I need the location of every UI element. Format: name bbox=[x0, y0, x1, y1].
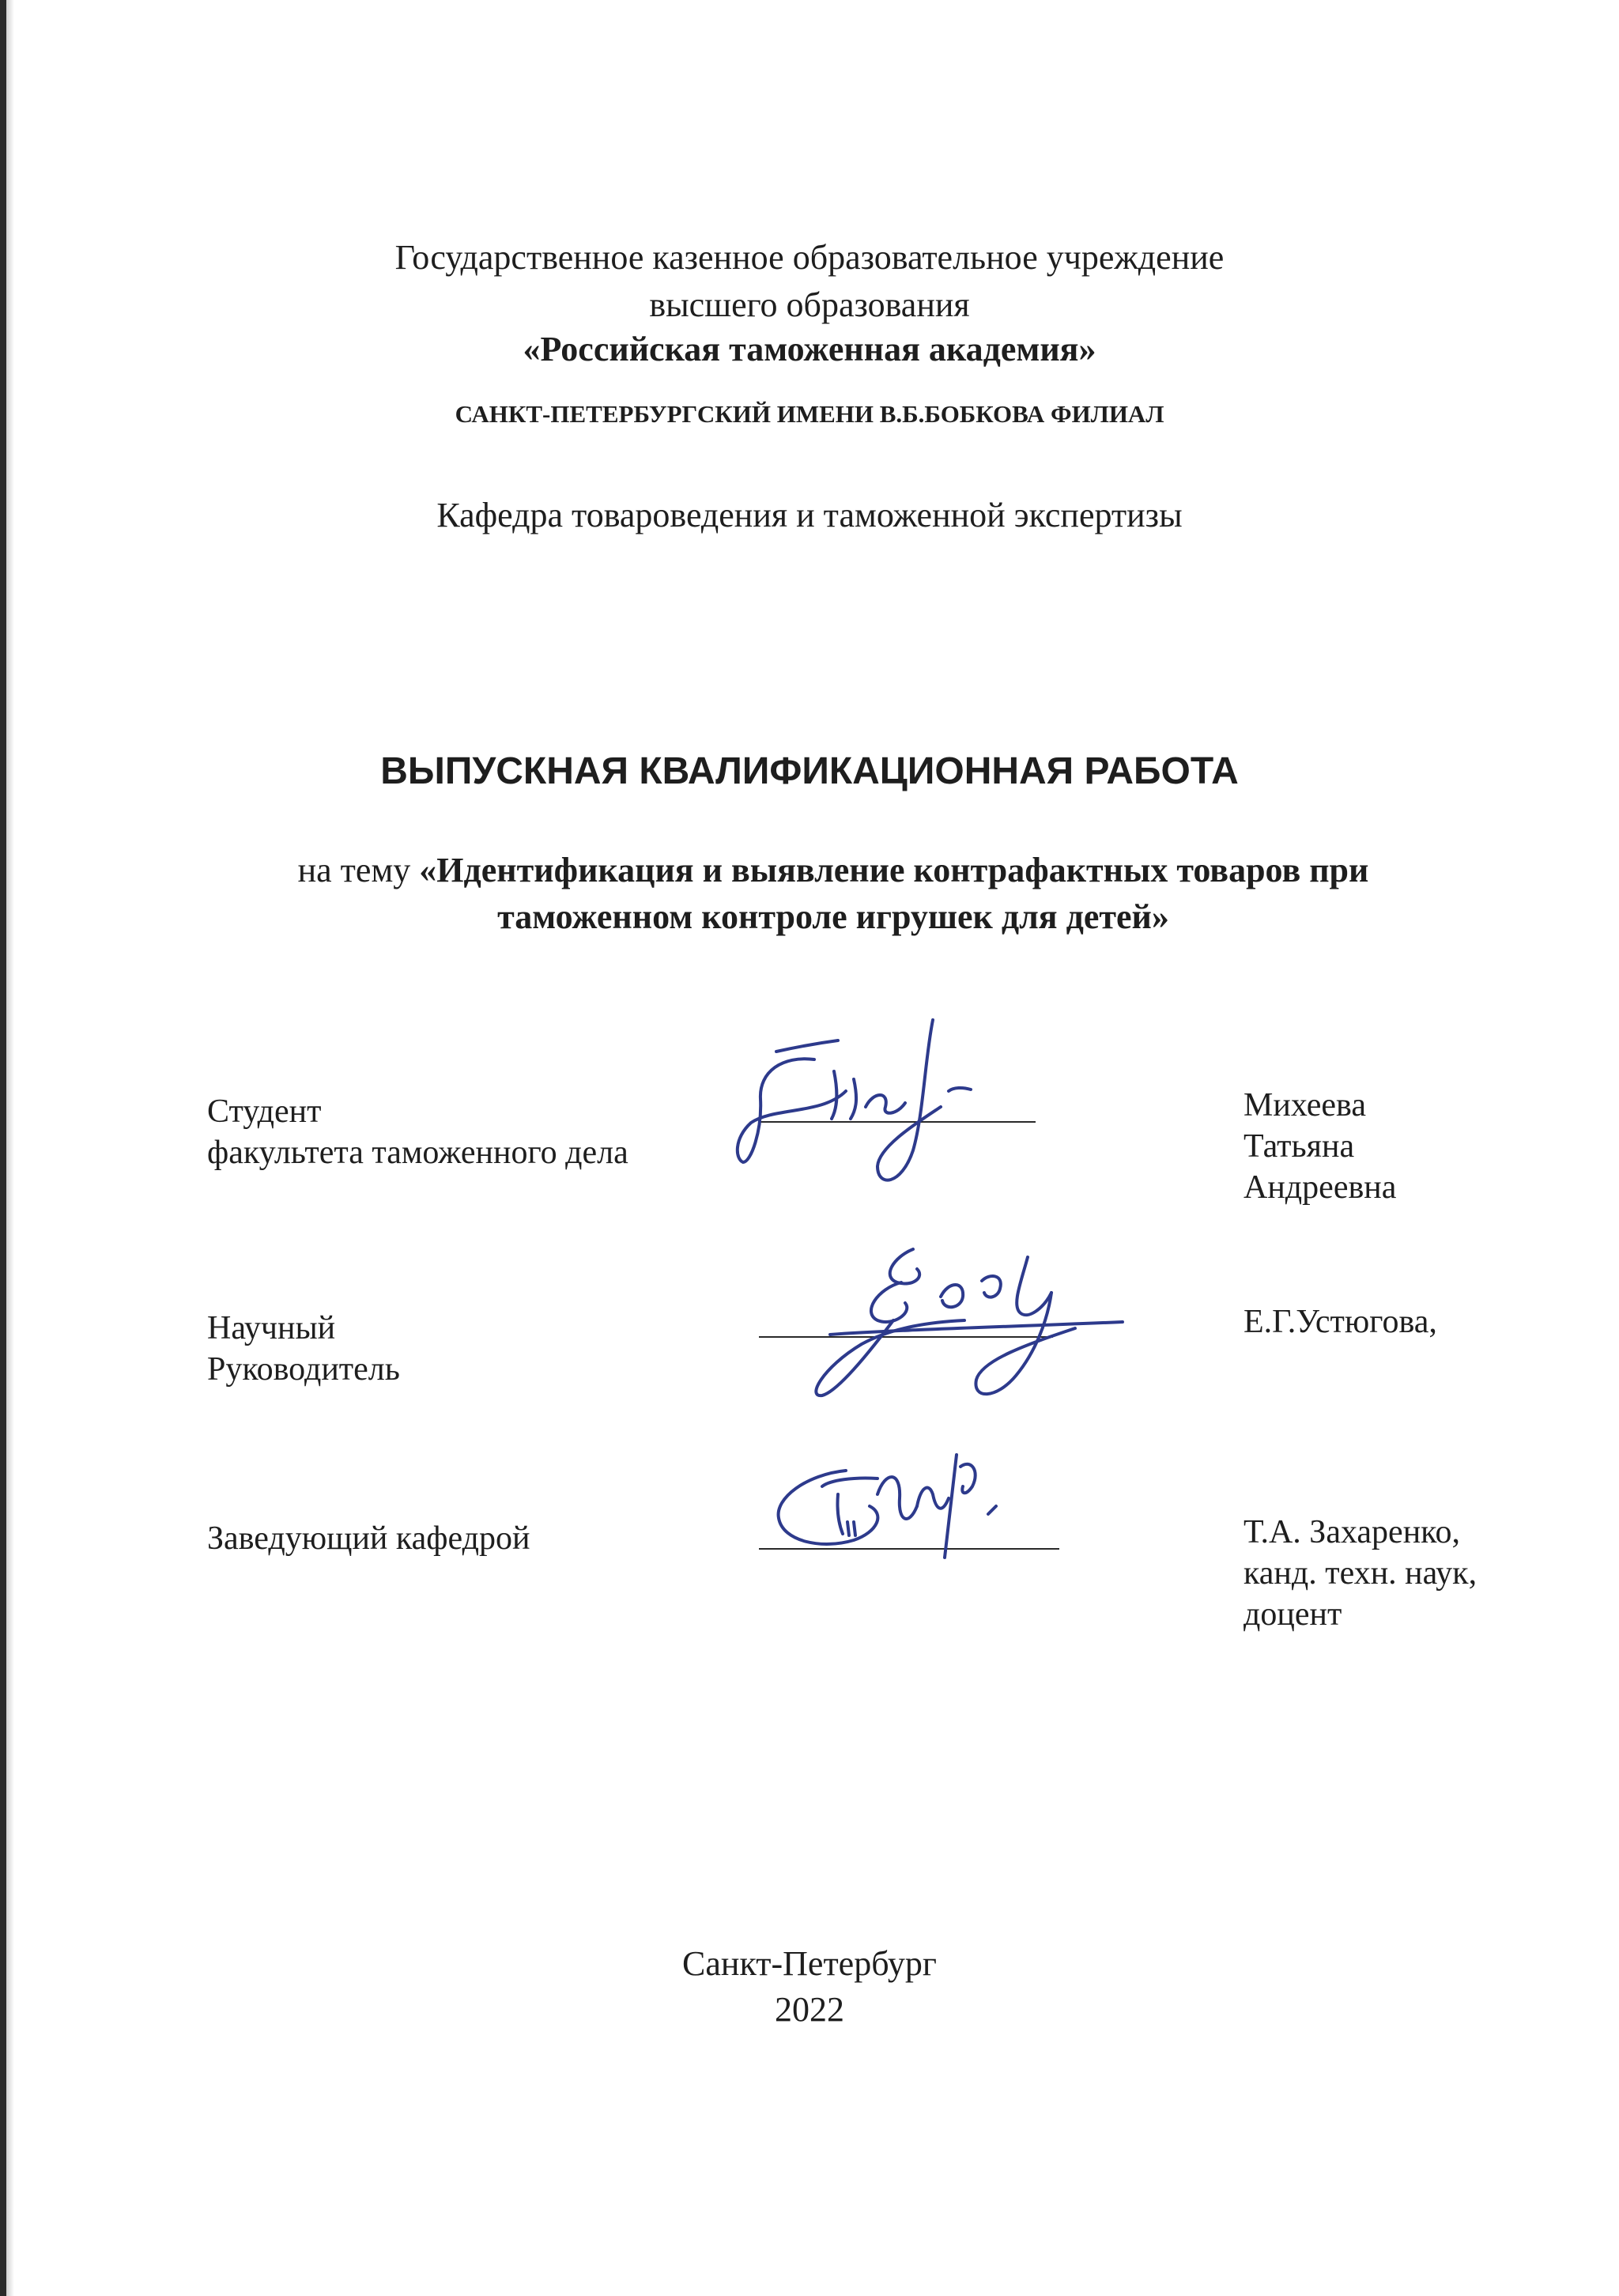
signature-supervisor bbox=[775, 1233, 1146, 1415]
institution-line-1: Государственное казенное образовательное учреждение bbox=[394, 238, 1225, 277]
head-role bbox=[207, 1518, 530, 1559]
institution-line-2: высшего образования bbox=[649, 285, 970, 324]
head-name bbox=[1243, 1512, 1477, 1635]
student-name-line-2: Татьяна bbox=[1243, 1128, 1355, 1165]
signature-head bbox=[759, 1439, 1028, 1581]
head-role-line-1: Заведующий кафедрой bbox=[207, 1520, 530, 1557]
topic-prefix: на тему bbox=[297, 851, 420, 889]
student-role-line-2: факультета таможенного дела bbox=[207, 1135, 628, 1171]
head-name-line-1: Т.А. Захаренко, bbox=[1243, 1514, 1460, 1550]
student-name bbox=[1243, 1085, 1396, 1208]
academy-name: «Российская таможенная академия» bbox=[523, 330, 1096, 368]
branch-name: САНКТ-ПЕТЕРБУРГСКИЙ ИМЕНИ В.Б.БОБКОВА ФИЛИАЛ bbox=[455, 400, 1164, 428]
year: 2022 bbox=[775, 1990, 844, 2029]
head-name-line-3: доцент bbox=[1243, 1596, 1342, 1633]
student-role-line-1: Студент bbox=[207, 1093, 322, 1130]
work-topic-line-1 bbox=[24, 850, 1619, 890]
signature-student bbox=[727, 1004, 1059, 1210]
department-name: Кафедра товароведения и таможенной экспертизы bbox=[436, 496, 1183, 534]
city: Санкт-Петербург bbox=[682, 1944, 937, 1983]
work-title: ВЫПУСКНАЯ КВАЛИФИКАЦИОННАЯ РАБОТА bbox=[380, 750, 1239, 792]
student-name-line-3: Андреевна bbox=[1243, 1169, 1397, 1206]
student-name-line-1: Михеева bbox=[1243, 1087, 1366, 1123]
supervisor-name bbox=[1243, 1301, 1437, 1342]
student-role bbox=[207, 1091, 628, 1173]
supervisor-role-line-2: Руководитель bbox=[207, 1351, 400, 1388]
work-topic-line-2: таможенном контроле игрушек для детей» bbox=[497, 897, 1169, 936]
topic-text-1: «Идентификация и выявление контрафактных товаров при bbox=[419, 851, 1369, 889]
supervisor-role-line-1: Научный bbox=[207, 1310, 336, 1346]
head-name-line-2: канд. техн. наук, bbox=[1243, 1555, 1477, 1592]
supervisor-role bbox=[207, 1308, 400, 1390]
supervisor-name-line-1: Е.Г.Устюгова, bbox=[1243, 1304, 1437, 1340]
